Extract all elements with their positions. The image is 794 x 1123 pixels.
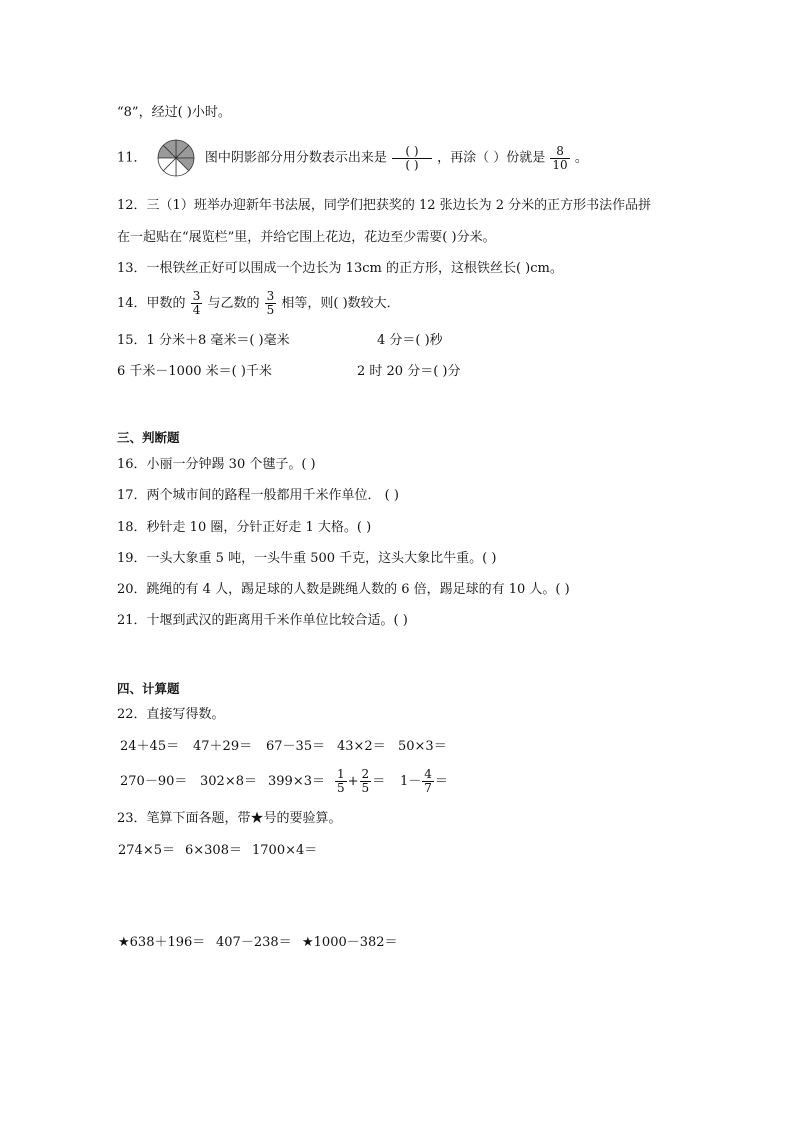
q21: 21．十堰到武汉的距离用千米作单位比较合适。( ) bbox=[117, 613, 408, 628]
equals-sign: ＝ bbox=[372, 774, 386, 789]
fraction-denominator: 7 bbox=[424, 781, 432, 795]
calc-item: 50×3＝ bbox=[398, 739, 447, 754]
one-minus: 1－ bbox=[400, 774, 422, 789]
fraction-denominator: 4 bbox=[192, 303, 201, 317]
written-calc-item: ★638＋196＝ bbox=[118, 935, 206, 950]
plus-sign: + bbox=[347, 774, 359, 789]
calc-item: 302×8＝ bbox=[200, 774, 257, 789]
calc-item: 67－35＝ bbox=[266, 739, 326, 754]
q11-text-c: 。 bbox=[574, 150, 588, 166]
q17: 17．两个城市间的路程一般都用千米作单位． ( ) bbox=[117, 488, 399, 503]
fraction-2-5 bbox=[360, 768, 372, 795]
q16: 16．小丽一分钟踢 30 个毽子。( ) bbox=[117, 457, 316, 472]
fraction-numerator: 3 bbox=[192, 289, 201, 303]
fraction-8-10 bbox=[550, 145, 569, 172]
fraction-denominator: 5 bbox=[266, 303, 275, 317]
calc-fraction-diff bbox=[400, 762, 448, 802]
fraction-4-7 bbox=[422, 768, 434, 795]
fraction-3-4 bbox=[191, 290, 203, 317]
fraction-numerator: 8 bbox=[550, 145, 569, 159]
calc-fraction-sum bbox=[334, 762, 385, 802]
q14 bbox=[117, 286, 400, 322]
equals-sign: ＝ bbox=[434, 774, 448, 789]
written-calc-item: 1700×4＝ bbox=[252, 843, 318, 858]
fraction-denominator: 5 bbox=[337, 781, 345, 795]
fraction-numerator: 4 bbox=[424, 767, 432, 781]
q14-text-c: 相等，则( )数较大． bbox=[281, 296, 400, 311]
fraction-numerator: 2 bbox=[361, 767, 370, 781]
section4-title: 四、计算题 bbox=[117, 681, 180, 696]
q19: 19．一头大象重 5 吨，一头牛重 500 千克，这头大象比牛重。( ) bbox=[117, 551, 497, 566]
answer-fraction-blank bbox=[392, 145, 432, 172]
written-calc-item: 407－238＝ bbox=[216, 935, 292, 950]
q18: 18．秒针走 10 圈，分针正好走 1 大格。( ) bbox=[117, 520, 372, 535]
fraction-3-5 bbox=[265, 290, 277, 317]
q14-text-a: 14．甲数的 bbox=[117, 296, 186, 311]
q22: 22．直接写得数。 bbox=[117, 707, 225, 722]
written-calc-item: ★1000－382＝ bbox=[302, 935, 398, 950]
q20: 20．跳绳的有 4 人，踢足球的人数是跳绳人数的 6 倍，踢足球的有 10 人。( ) bbox=[117, 582, 570, 597]
q15-line1-b: 4 分＝( )秒 bbox=[377, 333, 443, 348]
blank-denominator: ( ) bbox=[405, 157, 419, 172]
fraction-1-5 bbox=[335, 768, 347, 795]
q11-text-b: ，再涂（ ）份就是 bbox=[437, 150, 546, 166]
q11-text-a: 图中阴影部分用分数表示出来是 bbox=[204, 150, 387, 166]
q15-line1-a: 15．1 分米＋8 毫米＝( )毫米 bbox=[117, 333, 290, 348]
q15-line2-a: 6 千米－1000 米＝( )千米 bbox=[117, 364, 272, 379]
section3-title: 三、判断题 bbox=[117, 430, 180, 445]
written-calc-item: 274×5＝ bbox=[118, 843, 175, 858]
q15-line2-b: 2 时 20 分＝( )分 bbox=[357, 364, 461, 379]
q10-tail: “8”，经过( )小时。 bbox=[117, 105, 231, 120]
calc-item: 24＋45＝ bbox=[120, 739, 180, 754]
calc-item: 47＋29＝ bbox=[193, 739, 253, 754]
q11 bbox=[117, 138, 588, 174]
fraction-numerator: 3 bbox=[266, 289, 275, 303]
q11-number: 11． bbox=[117, 150, 147, 166]
shaded-circle-figure bbox=[152, 138, 200, 178]
q13: 13．一根铁丝正好可以围成一个边长为 13cm 的正方形，这根铁丝长( )cm。 bbox=[117, 261, 563, 276]
fraction-denominator: 10 bbox=[552, 157, 568, 172]
blank-numerator: ( ) bbox=[392, 145, 432, 159]
calc-item: 399×3＝ bbox=[268, 774, 325, 789]
q12-line1: 12．三（1）班举办迎新年书法展，同学们把获奖的 12 张边长为 2 分米的正方形书法作品拼 bbox=[117, 198, 652, 213]
q23: 23．笔算下面各题，带★号的要验算。 bbox=[117, 811, 342, 826]
fraction-numerator: 1 bbox=[337, 767, 345, 781]
calc-item: 43×2＝ bbox=[337, 739, 386, 754]
fraction-denominator: 5 bbox=[361, 781, 370, 795]
calc-item: 270－90＝ bbox=[120, 774, 188, 789]
written-calc-item: 6×308＝ bbox=[185, 843, 242, 858]
q12-line2: 在一起贴在“展览栏”里，并给它围上花边，花边至少需要( )分米。 bbox=[117, 230, 496, 245]
q14-text-b: 与乙数的 bbox=[207, 296, 260, 311]
